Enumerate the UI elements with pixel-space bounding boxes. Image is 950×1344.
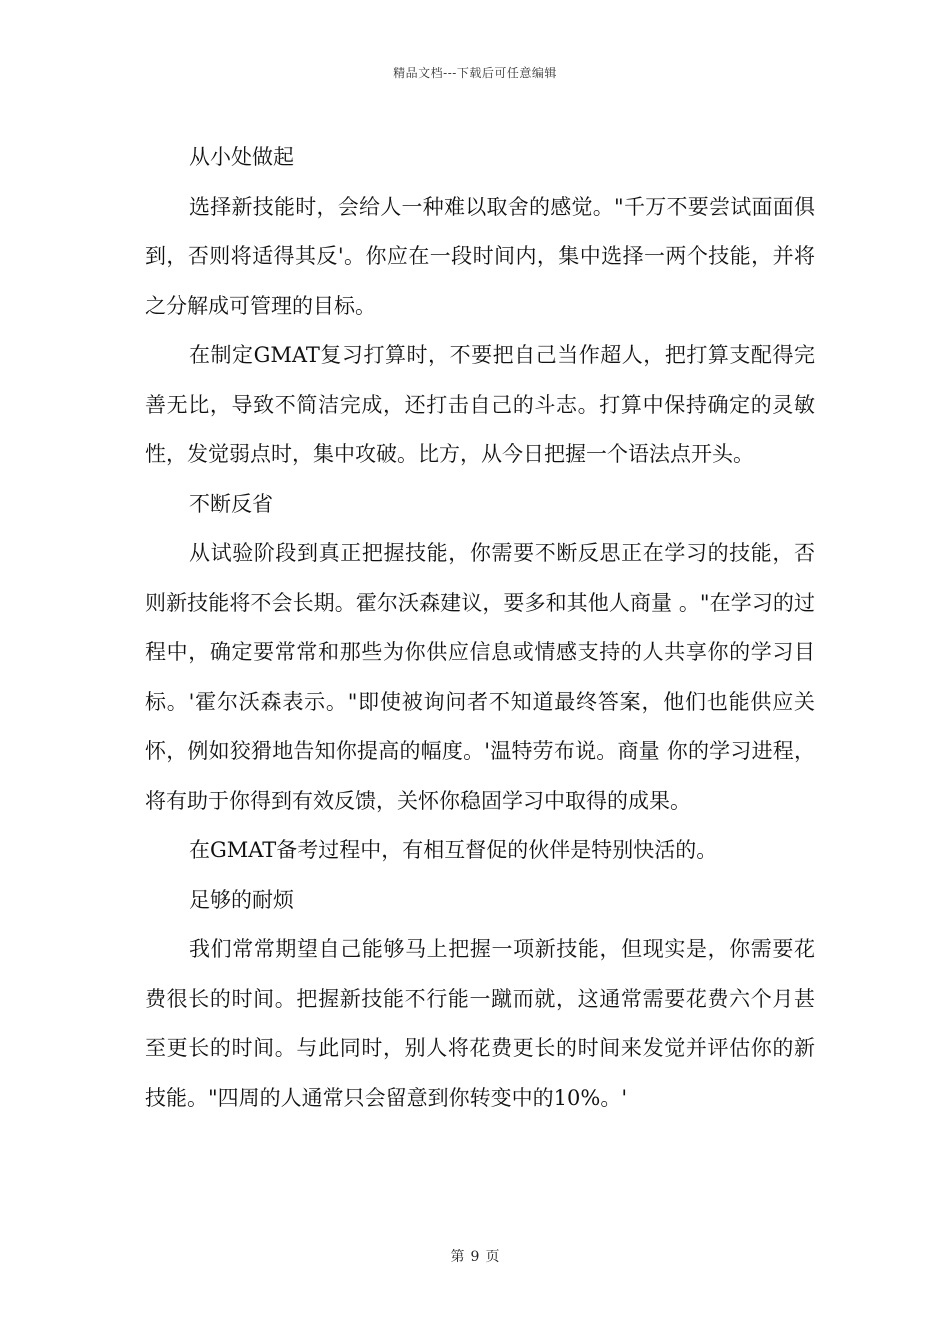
body-paragraph: 选择新技能时，会给人一种难以取舍的感觉。"千万不要尝试面面俱到，否则将适得其反'。你应在一段时间内，集中选择一两个技能，并将之分解成可管理的目标。 [145, 194, 815, 318]
page-header: 精品文档---下载后可任意编辑 [393, 66, 557, 80]
page-number-suffix: 页 [485, 1249, 500, 1265]
section-heading: 从小处做起 [189, 145, 294, 169]
page-number: 9 [470, 1249, 480, 1265]
body-paragraph: 在制定GMAT复习打算时，不要把自己当作超人，把打算支配得完善无比，导致不简洁完成，还打击自己的斗志。打算中保持确定的灵敏性，发觉弱点时，集中攻破。比方，从今日把握一个语法点开头。 [145, 343, 815, 466]
body-paragraph: 我们常常期望自己能够马上把握一项新技能，但现实是，你需要花费很长的时间。把握新技能不行能一蹴而就，这通常需要花费六个月甚至更长的时间。与此同时，别人将花费更长的时间来发觉并评估你的新技能。"四周的人通常只会留意到你转变中的10%。' [145, 937, 815, 1110]
body-paragraph: 从试验阶段到真正把握技能，你需要不断反思正在学习的技能，否则新技能将不会长期。霍尔沃森建议，要多和其他人商量 。"在学习的过程中，确定要常常和那些为你供应信息或情感支持的人共享你的学习目标。'霍尔沃森表示。"即使被询问者不知道最终答案，他们也能供应关怀，例如狡猾地告知你提高的幅度。'温特劳布说。商量 你的学习进程，将有助于你得到有效反馈，关怀你稳固学习中取得的成果。 [145, 541, 815, 813]
body-paragraph: 在GMAT备考过程中，有相互督促的伙伴是特别快活的。 [189, 838, 718, 862]
section-heading: 不断反省 [189, 491, 273, 516]
page-footer [0, 1246, 950, 1266]
page-number-prefix: 第 [450, 1249, 465, 1265]
document-body [145, 133, 815, 1123]
section-heading: 足够的耐烦 [189, 887, 294, 912]
